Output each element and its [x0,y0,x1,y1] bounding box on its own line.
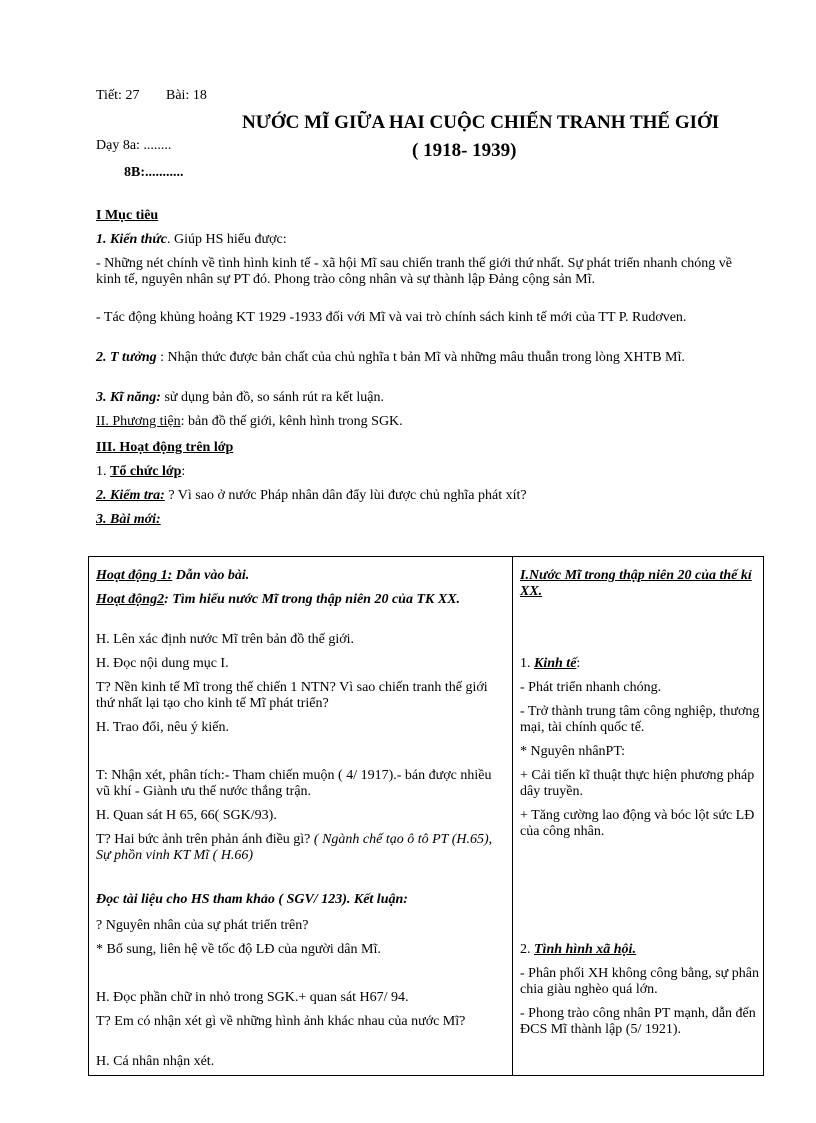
ki-nang-label: 3. Kĩ năng: [96,390,161,405]
left-line-11: H. Đọc phần chữ in nhỏ trong SGK.+ quan sát H67/ 94. [96,990,409,1005]
bai-moi-line [96,512,161,528]
ki-nang-text: sử dụng bản đồ, so sánh rút ra kết luận. [164,390,384,405]
phuong-tien-label: II. Phương tiện [96,414,181,429]
lesson-bai: Bài: 18 [166,88,207,103]
left-line-12: T? Em có nhận xét gì về những hình ảnh khác nhau của nước Mĩ? [96,1014,466,1029]
left-line-3: T? Nền kinh tế Mĩ trong thế chiến 1 NTN? Vì sao chiến tranh thế giới thứ nhất lại tạo cho kinh tế Mĩ phát triển? [96,680,488,711]
page-subtitle: ( 1918- 1939) [412,140,517,161]
right-line-6: - Phân phối XH không công bằng, sự phân chia giàu nghèo quá lớn. [520,966,759,997]
ki-nang-line [96,390,384,406]
kiem-tra-line [96,488,527,504]
objective-bullet-2: - Tác động khủng hoảng KT 1929 -1933 đối với Mĩ và vai trò chính sách kinh tế mới của TT P. Rudơven. [96,310,687,325]
tu-tuong-text: : Nhận thức được bản chất của chủ nghĩa t bản Mĩ và những mâu thuẫn trong lòng XHTB Mĩ. [160,350,685,365]
left-line-4: H. Trao đổi, nêu ý kiến. [96,720,229,735]
left-line-13: H. Cá nhân nhận xét. [96,1054,215,1069]
left-line-8: Đọc tài liệu cho HS tham khảo ( SGV/ 123). Kết luận: [96,892,408,907]
right-heading: I.Nước Mĩ trong thập niên 20 của thế kỉ XX. [520,568,752,599]
class-8b: 8B:........... [124,165,184,180]
left-line-1: H. Lên xác định nước Mĩ trên bản đồ thế giới. [96,632,355,647]
left-line-6: H. Quan sát H 65, 66( SGK/93). [96,808,277,823]
kien-thuc-label: 1. Kiến thức [96,232,168,247]
kiem-tra-text: ? Vì sao ở nước Pháp nhân dân đẩy lùi được chủ nghĩa phát xít? [168,488,527,503]
hoat-dong-heading: III. Hoạt động trên lớp [96,440,234,455]
section-hoat-dong [96,440,233,456]
hd1-label: Hoạt động 1: [96,568,173,583]
phuong-tien-text: : bản đồ thế giới, kênh hình trong SGK. [180,414,403,429]
to-chuc-line [96,464,185,480]
left-line-10: * Bổ sung, liên hệ về tốc độ LĐ của người dân Mĩ. [96,942,381,957]
bai-moi-label: 3. Bài mới: [96,512,161,527]
right-line-1: - Phát triển nhanh chóng. [520,680,662,695]
xa-hoi-heading [520,942,758,958]
kien-thuc-line [96,232,287,248]
lesson-number: Tiết: 27 [96,88,140,103]
to-chuc-label: Tổ chức lớp [110,464,182,479]
kiem-tra-label: 2. Kiểm tra: [96,488,165,503]
to-chuc-prefix: 1. [96,464,110,479]
muc-tieu-heading: I Mục tiêu [96,208,159,223]
tu-tuong-line [96,350,760,366]
left-line-7-question: T? Hai bức ảnh trên phản ánh điều gì? [96,832,311,847]
hoat-dong-1 [96,568,506,584]
table-column-divider [512,556,513,1076]
xh-label: Tình hình xã hội. [534,942,636,957]
right-line-2: - Trở thành trung tâm công nghiệp, thương mại, tài chính quốc tế. [520,704,760,735]
right-line-4: + Cải tiến kĩ thuật thực hiện phương pháp dây truyền. [520,768,755,799]
kien-thuc-text: . Giúp HS hiểu được: [167,232,287,247]
left-line-5: T: Nhận xét, phân tích:- Tham chiến muộn ( 4/ 1917).- bán được nhiều vũ khí - Giành ưu thế nước thắng trận. [96,768,492,799]
left-line-2: H. Đọc nội dung mục I. [96,656,229,671]
right-line-5: + Tăng cường lao động và bóc lột sức LĐ của công nhân. [520,808,755,839]
right-line-3: * Nguyên nhânPT: [520,744,626,759]
left-line-9: ? Nguyên nhân của sự phát triển trên? [96,918,309,933]
to-chuc-colon: : [181,464,186,479]
right-line-7: - Phong trào công nhân PT mạnh, dẫn đến ĐCS Mĩ thành lập (5/ 1921). [520,1006,756,1037]
kinh-te-heading [520,656,758,672]
hd1-text: Dẫn vào bài. [175,568,250,583]
xh-prefix: 2. [520,942,534,957]
objective-bullet-1: - Những nét chính về tình hình kinh tế - xã hội Mĩ sau chiến tranh thế giới thứ nhất. Sự phát triển nhanh chóng về kinh tế, nguyên nhân sự PT đó. Phong trào công nhân và sự thành lập Đảng cộng sản Mĩ. [96,256,732,287]
page-title: NƯỚC MĨ GIỮA HAI CUỘC CHIẾN TRANH THẾ GIỚI [242,112,720,133]
hd2-label: Hoạt động2 [96,592,165,607]
tu-tuong-label: 2. T tưởng [96,350,157,365]
hd2-text: : Tìm hiểu nước Mĩ trong thập niên 20 của TK XX. [164,592,461,607]
phuong-tien-line [96,414,403,430]
hoat-dong-2 [96,592,506,608]
kt-label: Kinh tế [534,656,577,671]
kt-prefix: 1. [520,656,534,671]
section-muc-tieu [96,208,158,224]
kt-colon: : [576,656,581,671]
left-line-7-answer: ( Ngành chế tạo ô tô PT (H.65), Sự phồn vinh KT Mĩ ( H.66) [96,832,493,863]
left-line-7 [96,832,508,864]
class-8a: Dạy 8a: ........ [96,138,172,153]
